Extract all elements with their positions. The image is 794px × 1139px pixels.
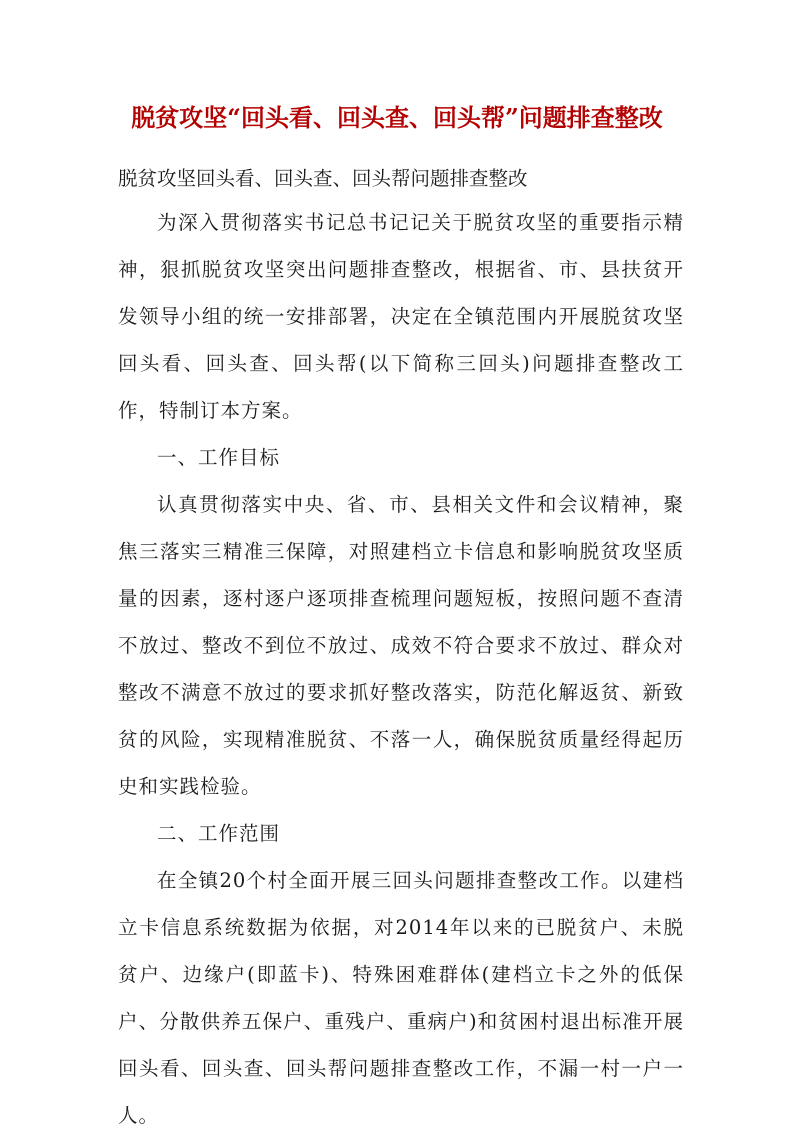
section-heading-goals: 一、工作目标 [157, 446, 281, 469]
document-title: 脱贫攻坚“回头看、回头查、回头帮”问题排查整改 [131, 103, 663, 132]
document-body [118, 160, 684, 1139]
document-subtitle: 脱贫攻坚回头看、回头查、回头帮问题排查整改 [118, 167, 528, 190]
section-heading-scope: 二、工作范围 [157, 822, 281, 845]
section-paragraph-goals: 认真贯彻落实中央、省、市、县相关文件和会议精神，聚焦三落实三精准三保障，对照建档立卡信息和影响脱贫攻坚质量的因素，逐村逐户逐项排查梳理问题短板，按照问题不查清不放过、整改不到位不放过、成效不符合要求不放过、群众对整改不满意不放过的要求抓好整改落实，防范化解返贫、新致贫的风险，实现精准脱贫、不落一人，确保脱贫质量经得起历史和实践检验。 [118, 493, 684, 798]
section-paragraph-scope: 在全镇20个村全面开展三回头问题排查整改工作。以建档立卡信息系统数据为依据，对2014年以来的已脱贫户、未脱贫户、边缘户(即蓝卡)、特殊困难群体(建档立卡之外的低保户、分散供养五保户、重残户、重病户)和贫困村退出标准开展回头看、回头查、回头帮问题排查整改工作，不漏一村一户一人。 [118, 869, 684, 1127]
intro-paragraph: 为深入贯彻落实书记总书记记关于脱贫攻坚的重要指示精神，狠抓脱贫攻坚突出问题排查整改，根据省、市、县扶贫开发领导小组的统一安排部署，决定在全镇范围内开展脱贫攻坚回头看、回头查、回头帮(以下简称三回头)问题排查整改工作，特制订本方案。 [118, 211, 684, 422]
